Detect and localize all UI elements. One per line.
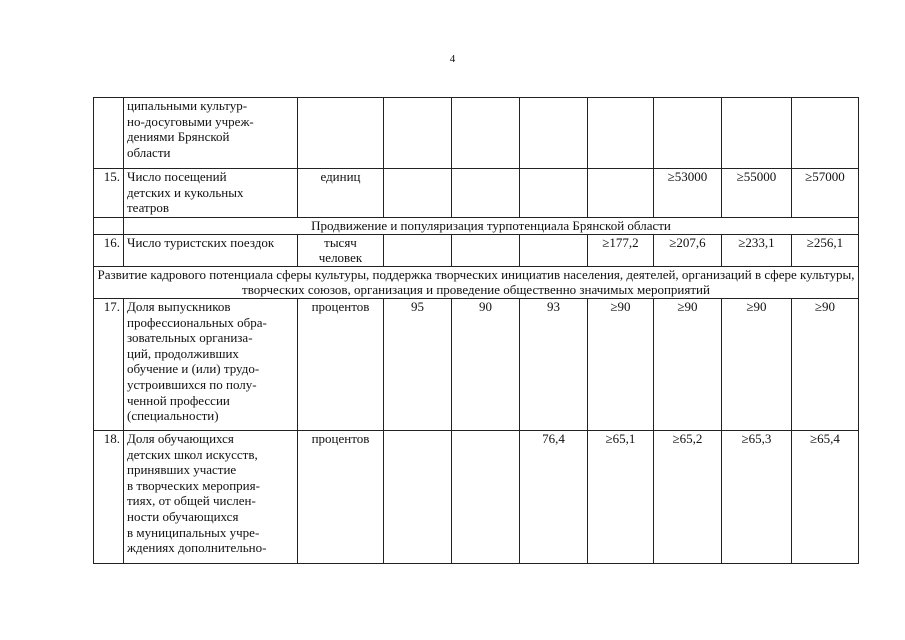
value-cell: ≥65,4	[792, 430, 859, 563]
value-cell: 93	[520, 298, 588, 430]
value-cell	[384, 98, 452, 169]
value-cell: ≥90	[792, 298, 859, 430]
value-cell: 90	[452, 298, 520, 430]
page-number: 4	[449, 53, 456, 65]
section-heading: Продвижение и популяризация турпотенциала Брянской области	[124, 218, 859, 235]
value-cell	[452, 169, 520, 218]
value-cell: ≥233,1	[722, 234, 792, 266]
section-row	[94, 218, 859, 235]
value-cell	[384, 169, 452, 218]
unit-cell: процентов	[298, 298, 384, 430]
value-cell	[384, 234, 452, 266]
row-number	[94, 98, 124, 169]
row-number: 16.	[94, 234, 124, 266]
value-cell	[520, 169, 588, 218]
value-cell	[588, 169, 654, 218]
unit-cell: процентов	[298, 430, 384, 563]
indicator-name: Число туристских поездок	[124, 234, 298, 266]
indicators-table	[93, 97, 859, 564]
unit-cell: единиц	[298, 169, 384, 218]
value-cell	[654, 98, 722, 169]
value-cell: ≥57000	[792, 169, 859, 218]
value-cell: ≥65,2	[654, 430, 722, 563]
value-cell: ≥55000	[722, 169, 792, 218]
value-cell: ≥207,6	[654, 234, 722, 266]
value-cell: ≥53000	[654, 169, 722, 218]
value-cell: ≥90	[722, 298, 792, 430]
table-row	[94, 98, 859, 169]
value-cell	[588, 98, 654, 169]
indicator-name: Доля обучающихся детских школ искусств, принявших участие в творческих мероприя- тиях, от общей числен- ности обучающихся в муниципальных учре- ждениях дополнительно-	[124, 430, 298, 563]
table-row	[94, 234, 859, 266]
indicator-name: Доля выпускников профессиональных обра- зовательных организа- ций, продолживших обучение и (или) трудо- устроившихся по полу- ченной профессии (специальности)	[124, 298, 298, 430]
value-cell: ≥90	[588, 298, 654, 430]
section-row	[94, 266, 859, 298]
value-cell: 76,4	[520, 430, 588, 563]
row-number: 18.	[94, 430, 124, 563]
unit-cell	[298, 98, 384, 169]
value-cell: ≥90	[654, 298, 722, 430]
value-cell	[520, 234, 588, 266]
indicator-name: Число посещений детских и кукольных театров	[124, 169, 298, 218]
empty-cell	[94, 218, 124, 235]
value-cell: ≥177,2	[588, 234, 654, 266]
value-cell: 95	[384, 298, 452, 430]
value-cell	[452, 430, 520, 563]
section-heading: Развитие кадрового потенциала сферы культуры, поддержка творческих инициатив населения, деятелей, организаций в сфере культуры, творческих союзов, организация и проведение общественно значимых мероприятий	[94, 266, 859, 298]
value-cell	[452, 234, 520, 266]
value-cell	[520, 98, 588, 169]
row-number: 17.	[94, 298, 124, 430]
indicator-name: ципальными культур- но-досуговыми учреж- дениями Брянской области	[124, 98, 298, 169]
table-row	[94, 298, 859, 430]
value-cell	[384, 430, 452, 563]
table-row	[94, 169, 859, 218]
value-cell	[792, 98, 859, 169]
value-cell: ≥65,1	[588, 430, 654, 563]
unit-cell: тысяч человек	[298, 234, 384, 266]
value-cell	[452, 98, 520, 169]
value-cell	[722, 98, 792, 169]
row-number: 15.	[94, 169, 124, 218]
table-row	[94, 430, 859, 563]
value-cell: ≥65,3	[722, 430, 792, 563]
value-cell: ≥256,1	[792, 234, 859, 266]
